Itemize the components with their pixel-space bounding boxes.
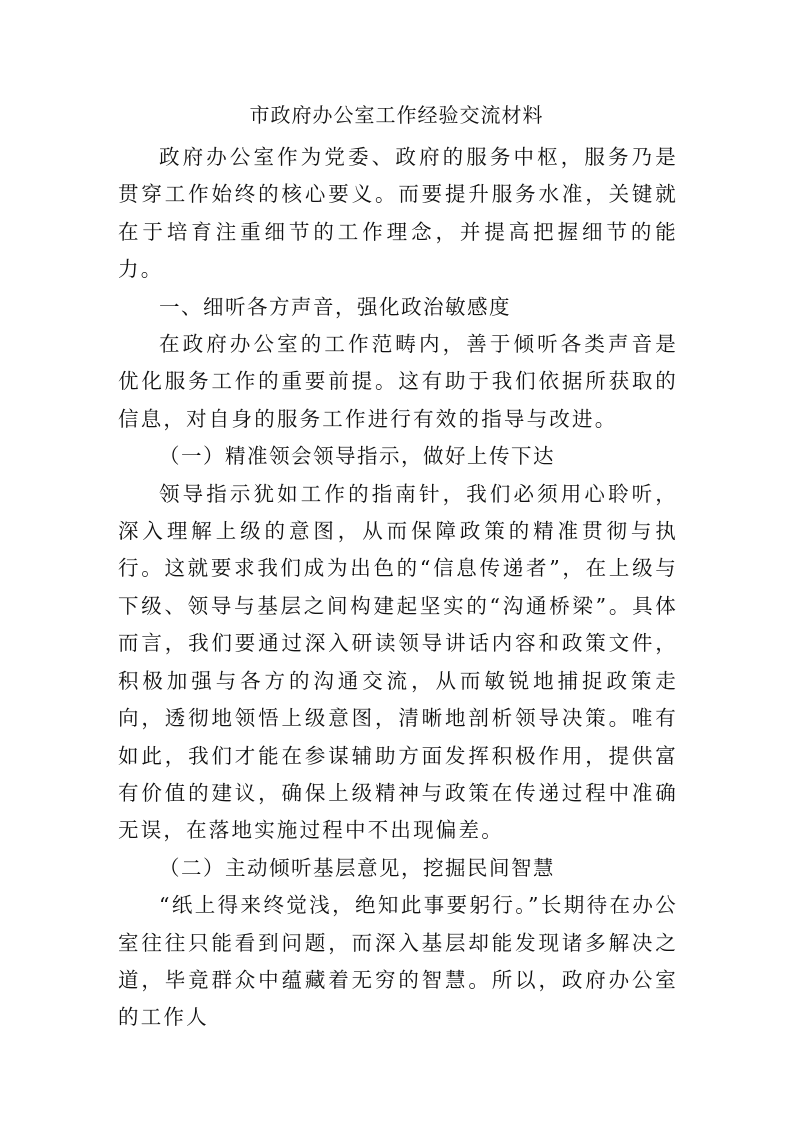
subsection-1-paragraph: 领导指示犹如工作的指南针，我们必须用心聆听，深入理解上级的意图，从而保障政策的精准贯彻与执行。这就要求我们成为出色的“信息传递者”，在上级与下级、领导与基层之间构建起坚实的“沟通桥梁”。具体而言，我们要通过深入研读领导讲话内容和政策文件，积极加强与各方的沟通交流，从而敏锐地捕捉政策走向，透彻地领悟上级意图，清晰地剖析领导决策。唯有如此，我们才能在参谋辅助方面发挥积极作用，提供富有价值的建议，确保上级精神与政策在传递过程中准确无误，在落地实施过程中不出现偏差。 xyxy=(118,481,678,843)
document-body xyxy=(118,139,678,1037)
document-title: 市政府办公室工作经验交流材料 xyxy=(249,103,544,127)
subsection-heading-1: （一）精准领会领导指示，做好上传下达 xyxy=(159,444,555,469)
subsection-2-paragraph: “纸上得来终觉浅，绝知此事要躬行。”长期待在办公室往往只能看到问题，而深入基层却能发现诸多解决之道，毕竟群众中蕴藏着无穷的智慧。所以，政府办公室的工作人 xyxy=(118,893,678,1030)
section-heading-1: 一、细听各方声音，强化政治敏感度 xyxy=(159,294,511,319)
subsection-heading-2: （二）主动倾听基层意见，挖掘民间智慧 xyxy=(159,855,555,880)
section-1-paragraph: 在政府办公室的工作范畴内，善于倾听各类声音是优化服务工作的重要前提。这有助于我们依据所获取的信息，对自身的服务工作进行有效的指导与改进。 xyxy=(118,332,678,431)
intro-paragraph: 政府办公室作为党委、政府的服务中枢，服务乃是贯穿工作始终的核心要义。而要提升服务水准，关键就在于培育注重细节的工作理念，并提高把握细节的能力。 xyxy=(118,145,678,282)
